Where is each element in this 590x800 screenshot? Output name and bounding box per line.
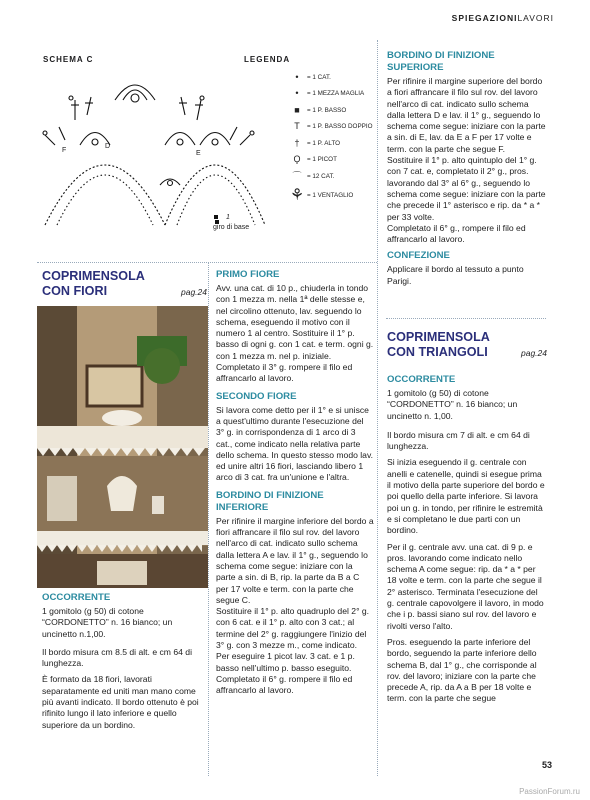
letter-d: D xyxy=(105,143,111,150)
schema-title: SCHEMA C xyxy=(43,55,94,64)
section-header: SPIEGAZIONILAVORI xyxy=(451,13,554,23)
body-paragraph: È formato da 18 fiori, lavorati separatamente ed uniti man mano come più avanti indicato. Il bordo ottenuto è poi rifinito lungo il lato inferiore e quello superiore da un bordino. xyxy=(42,674,199,730)
article-header xyxy=(42,269,207,299)
picot-icon: Ϙ xyxy=(293,154,301,165)
body-paragraph: Completato il 6° g., rompere il filo ed affrancarlo al lavoro. xyxy=(387,222,526,245)
legend-row: ■ = 1 P. BASSO xyxy=(287,102,373,119)
page-number: 53 xyxy=(541,760,552,770)
occorrente-heading: OCCORRENTE xyxy=(42,592,111,603)
legend-title: LEGENDA xyxy=(244,55,291,64)
occorrente-heading: OCCORRENTE xyxy=(387,374,456,385)
legend-row: T = 1 P. BASSO DOPPIO xyxy=(287,119,373,136)
slip-stitch-icon: • xyxy=(295,88,299,99)
section-heading: BORDINO DI FINIZIONE SUPERIORE xyxy=(387,50,495,73)
section-heading: SECONDO FIORE xyxy=(216,390,297,402)
body-paragraph: Si lavora come detto per il 1° e si unisce a quest'ultimo durante l'esecuzione del 3° g. in corrispondenza di 1 arco di 3 cat., come indicato nella relativa parte dello schema. In questo stesso modo lav. ed unire altri 16 fiori, lasciando libero 1 arco di 3 cat. fra un'unione e l'altra. xyxy=(216,404,373,483)
column-2-text xyxy=(216,269,374,702)
section-heading: CONFEZIONE xyxy=(387,250,450,262)
giro-number: 1 xyxy=(226,214,230,221)
body-paragraph: Pros. eseguendo la parte inferiore del bordo, seguendo la parte inferiore dello schema B, dal 1° g., che corrisponde al rov. del lavoro; iniziare con la parte che precede A, rip. da A a B per 18 volte e term. con la parte che segue xyxy=(387,636,537,704)
legend-row: • = 1 MEZZA MAGLIA xyxy=(287,86,373,103)
body-paragraph: Sostituire il 1° p. alto quadruplo del 2° g. con 6 cat. e il 1° p. alto con 3 cat.; al termine del 2° g. raggiungere l'inizio del 3° g. con 3 mezze m., come indicato. xyxy=(216,606,370,651)
legend xyxy=(287,69,373,207)
chain-arc-icon: ⌒ xyxy=(292,170,302,181)
letter-e: E xyxy=(196,150,201,157)
body-paragraph: Applicare il bordo al tessuto a punto Parigi. xyxy=(387,264,524,286)
article-header xyxy=(387,330,547,360)
body-paragraph: Si inizia eseguendo il g. centrale con anelli e catenelle, quindi si esegue prima il motivo della parte superiore del bordo e poi quello della parte inferiore. Si lavora poi un g. in tondo, per rifinire le estremità e si completano le due parti con un bordino. xyxy=(387,457,545,536)
article-title: COPRIMENSOLA xyxy=(387,330,490,344)
double-crochet-icon: † xyxy=(294,137,300,148)
column-1-text xyxy=(42,592,204,736)
single-crochet-icon: ■ xyxy=(294,104,300,115)
section-heading: BORDINO DI FINIZIONE INFERIORE xyxy=(216,489,324,513)
dot-icon: • xyxy=(295,71,299,82)
body-paragraph: Completato il 6° g. rompere il filo ed affrancarlo al lavoro. xyxy=(216,673,353,696)
article-title: CON FIORI xyxy=(42,284,108,298)
materials-text: 1 gomitolo (g 50) di cotone “CORDONETTO” n. 16 bianco; un uncinetto n. 1,00. xyxy=(387,388,518,421)
giro-label: giro di base xyxy=(213,224,250,231)
body-paragraph: Per il g. centrale avv. una cat. di 9 p. e pros. lavorando come indicato nello schema A come segue: rip. da * a * per 18 volte e term. con la parte che segue il 2° asterisco. Terminata l'esecuzione del g. centrale capovolgere il lavoro, in modo che i p. bassi siano sul rov. del lavoro e rivolti verso l'alto. xyxy=(387,541,544,631)
body-paragraph: Per rifinire il margine superiore del bordo a fiori affrancare il filo sul rov. del lavoro nell'arco di cat. indicato sullo schema dalla lettera D e lav. il 1° g., seguendo lo schema come segue: iniziare con la parte a sin. di E, lav. da E a F per 17 volte e term. con la parte che segue F. xyxy=(387,76,546,154)
column-3-text xyxy=(387,50,547,292)
body-paragraph: Per eseguire 1 picot lav. 3 cat. e 1 p. basso nell'ultimo p. basso eseguito. xyxy=(216,651,355,673)
crochet-diagram xyxy=(35,65,295,265)
column-3-text-b xyxy=(387,374,547,710)
watermark: PassionForum.ru xyxy=(519,787,580,796)
materials-text: 1 gomitolo (g 50) di cotone “CORDONETTO” n. 16 bianco; un uncinetto n.1,00. xyxy=(42,606,173,639)
body-paragraph: Il bordo misura cm 7 di alt. e cm 64 di lunghezza. xyxy=(387,429,530,452)
legend-row: ⌒ = 12 CAT. xyxy=(287,168,373,185)
product-photo xyxy=(37,306,208,588)
article-title: CON TRIANGOLI xyxy=(387,345,488,359)
body-paragraph: Sostituire il 1° p. alto quintuplo del 1° g. con 7 cat. e, completato il 2° g., pros. lavorando dal 3° al 6° g., seguendo lo schema come segue: iniziare con la parte che precede il 1° asterisco e rip. da * a * per 33 volte. xyxy=(387,155,546,222)
page-reference: pag.24 xyxy=(181,287,207,297)
body-paragraph: Il bordo misura cm 8.5 di alt. e cm 64 di lunghezza. xyxy=(42,646,192,669)
column-divider xyxy=(208,262,209,776)
article-title: COPRIMENSOLA xyxy=(42,269,145,283)
page-reference: pag.24 xyxy=(521,348,547,358)
legend-row: Ϙ = 1 PICOT xyxy=(287,152,373,169)
body-paragraph: Per rifinire il margine inferiore del bordo a fiori affrancare il filo sul rov. del lavoro nell'arco di cat. indicato sullo schema dalla lettera A e lav. il 1° g., seguendo lo schema come segue: iniziare con la parte a sin. di B, rip. la parte da B a C per 17 volte e term. con la parte che segue C. xyxy=(216,515,374,605)
fan-icon: ⚘ xyxy=(289,187,305,204)
column-divider xyxy=(377,40,378,776)
legend-row: ⚘ = 1 VENTAGLIO xyxy=(287,185,373,207)
legend-row: † = 1 P. ALTO xyxy=(287,135,373,152)
section-heading: PRIMO FIORE xyxy=(216,269,280,280)
section-divider xyxy=(386,318,546,319)
half-double-icon: T xyxy=(294,121,300,132)
letter-f: F xyxy=(62,147,67,154)
body-paragraph: Avv. una cat. di 10 p., chiuderla in tondo con 1 mezza m. nella 1ª delle stesse e, nel circolino ottenuto, lav. seguendo lo schema, eseguendo il motivo con il numero 1 al centro. Sostituire il 1° p. basso di ogni g. con 1 cat. e term. ogni g. con 1 mezza m. nel p. iniziale. xyxy=(216,283,374,361)
legend-row: • = 1 CAT. xyxy=(287,69,373,86)
body-paragraph: Completato il 3° g. rompere il filo ed affrancarlo al lavoro. xyxy=(216,362,353,384)
